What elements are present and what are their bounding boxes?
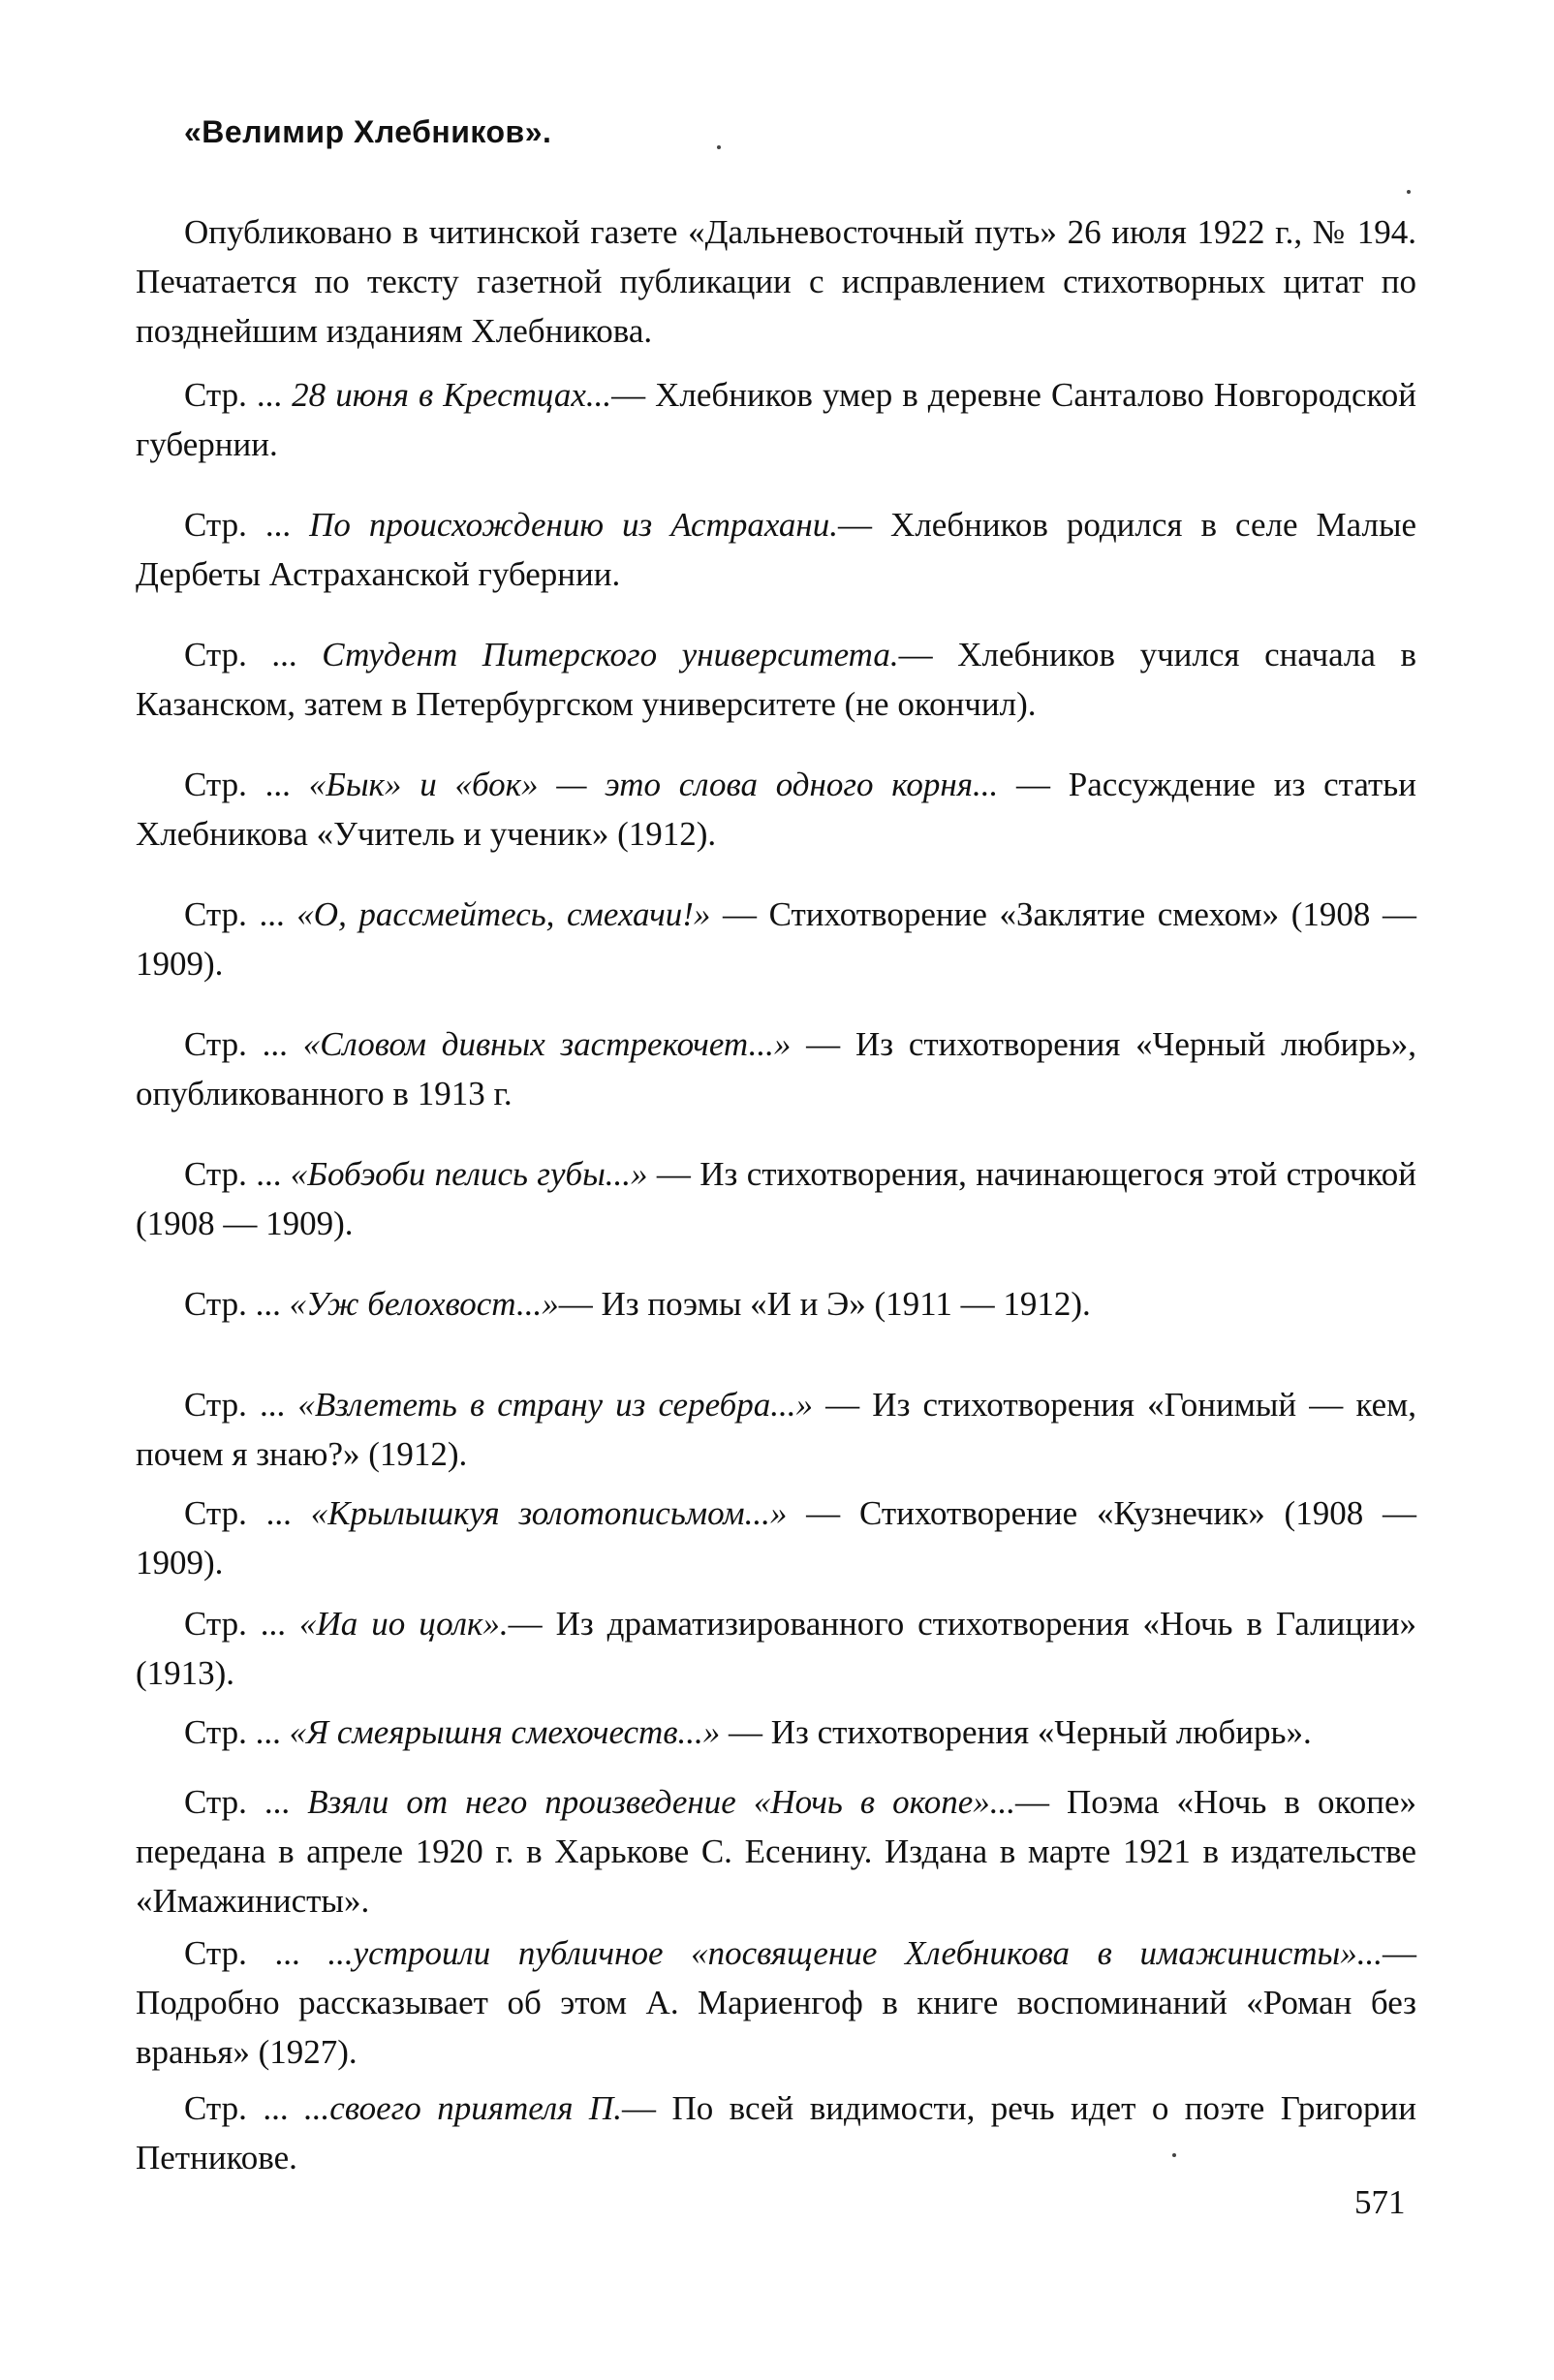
note-15-quote: ...своего приятеля П. (304, 2089, 622, 2127)
note-9 (136, 1380, 1416, 1479)
note-6-text: — Из стихотворения «Черный любирь», опубликованного в 1913 г. (136, 1025, 1416, 1112)
note-9-text: — Из стихотворения «Гонимый — кем, почем я знаю?» (1912). (136, 1386, 1417, 1473)
note-5-prefix: Стр. ... (184, 895, 297, 933)
note-3-text: — Хлебников учился сначала в Казанском, затем в Петербургском университете (не окончил). (136, 636, 1416, 723)
note-13 (136, 1777, 1416, 1926)
note-6-quote: «Словом дивных застрекочет...» (302, 1025, 792, 1063)
note-8-prefix: Стр. ... (184, 1285, 290, 1323)
note-11-quote: «Иа ио цолк». (299, 1605, 509, 1643)
section-heading: «Велимир Хлебников». (184, 114, 552, 149)
note-7-prefix: Стр. ... (184, 1155, 291, 1193)
note-11-prefix: Стр. ... (184, 1605, 300, 1643)
note-14-text: — Подробно рассказывает об этом А. Мариенгоф в книге воспоминаний «Роман без вранья» (1927). (136, 1934, 1417, 2071)
note-15 (136, 2083, 1416, 2182)
note-15-text: — По всей видимости, речь идет о поэте Григории Петникове. (136, 2089, 1416, 2176)
note-8 (136, 1279, 1416, 1329)
note-7-quote: «Бобэоби пелись губы...» (290, 1155, 648, 1193)
note-1 (136, 370, 1416, 469)
print-speck (1407, 190, 1411, 194)
note-8-quote: «Уж белохвост...» (289, 1285, 559, 1323)
note-1-text: — Хлебников умер в деревне Санталово Новгородской губернии. (136, 376, 1417, 463)
note-10 (136, 1488, 1416, 1587)
print-speck (1172, 2153, 1176, 2157)
note-12-prefix: Стр. ... (184, 1713, 290, 1751)
note-14-quote: ...устроили публичное «посвящение Хлебникова в имажинисты»... (327, 1934, 1383, 1972)
note-11 (136, 1599, 1416, 1698)
note-2 (136, 500, 1416, 599)
note-14-prefix: Стр. ... (184, 1934, 328, 1972)
note-13-text: — Поэма «Ночь в окопе» передана в апреле 1920 г. в Харькове С. Есенину. Издана в марте 1921 в издательстве «Имажинисты». (136, 1783, 1416, 1920)
note-13-prefix: Стр. ... (184, 1783, 308, 1821)
note-7-text: — Из стихотворения, начинающегося этой строчкой (1908 — 1909). (136, 1155, 1416, 1242)
note-14 (136, 1928, 1416, 2077)
note-9-quote: «Взлететь в страну из серебра...» (297, 1386, 814, 1424)
note-4-quote: «Бык» и «бок» — это слова одного корня... (308, 766, 999, 803)
note-3 (136, 630, 1416, 729)
note-12-quote: «Я смеярышня смехочеств...» (289, 1713, 721, 1751)
intro-paragraph: Опубликовано в читинской газете «Дальневосточный путь» 26 июля 1922 г., № 194. Печатается по тексту газетной публикации с исправлением стихотворных цитат по позднейшим изданиям Хлебникова. (136, 213, 1416, 350)
note-13-quote: Взяли от него произведение «Ночь в окопе»... (307, 1783, 1015, 1821)
note-3-quote: Студент Питерского университета. (322, 636, 899, 673)
note-5-text: — Стихотворение «Заклятие смехом» (1908 — 1909). (136, 895, 1416, 983)
note-4-text: — Рассуждение из статьи Хлебникова «Учитель и ученик» (1912). (136, 766, 1416, 853)
note-4-prefix: Стр. ... (184, 766, 309, 803)
note-12-text: — Из стихотворения «Черный любирь». (720, 1713, 1312, 1751)
note-8-text: — Из поэмы «И и Э» (1911 — 1912). (558, 1285, 1091, 1323)
page-number: 571 (1354, 2183, 1406, 2221)
note-5 (136, 890, 1416, 988)
note-2-prefix: Стр. ... (184, 506, 310, 544)
note-10-prefix: Стр. ... (184, 1494, 311, 1532)
note-1-prefix: Стр. ... (184, 376, 293, 414)
note-2-quote: По происхождению из Астрахани. (309, 506, 839, 544)
note-9-prefix: Стр. ... (184, 1386, 298, 1424)
note-6-prefix: Стр. ... (184, 1025, 303, 1063)
print-speck (717, 145, 721, 149)
note-6 (136, 1019, 1416, 1118)
note-1-quote: 28 июня в Крестцах... (292, 376, 612, 414)
note-11-text: — Из драматизированного стихотворения «Ночь в Галиции» (1913). (136, 1605, 1417, 1692)
note-10-text: — Стихотворение «Кузнечик» (1908 — 1909). (136, 1494, 1416, 1581)
note-4 (136, 760, 1416, 859)
note-7 (136, 1149, 1416, 1248)
note-5-quote: «О, рассмейтесь, смехачи!» (296, 895, 711, 933)
note-12 (136, 1707, 1416, 1757)
note-10-quote: «Крылышкуя золотописьмом...» (310, 1494, 788, 1532)
note-2-text: — Хлебников родился в селе Малые Дербеты Астраханской губернии. (136, 506, 1416, 593)
note-15-prefix: Стр. ... (184, 2089, 305, 2127)
note-3-prefix: Стр. ... (184, 636, 323, 673)
